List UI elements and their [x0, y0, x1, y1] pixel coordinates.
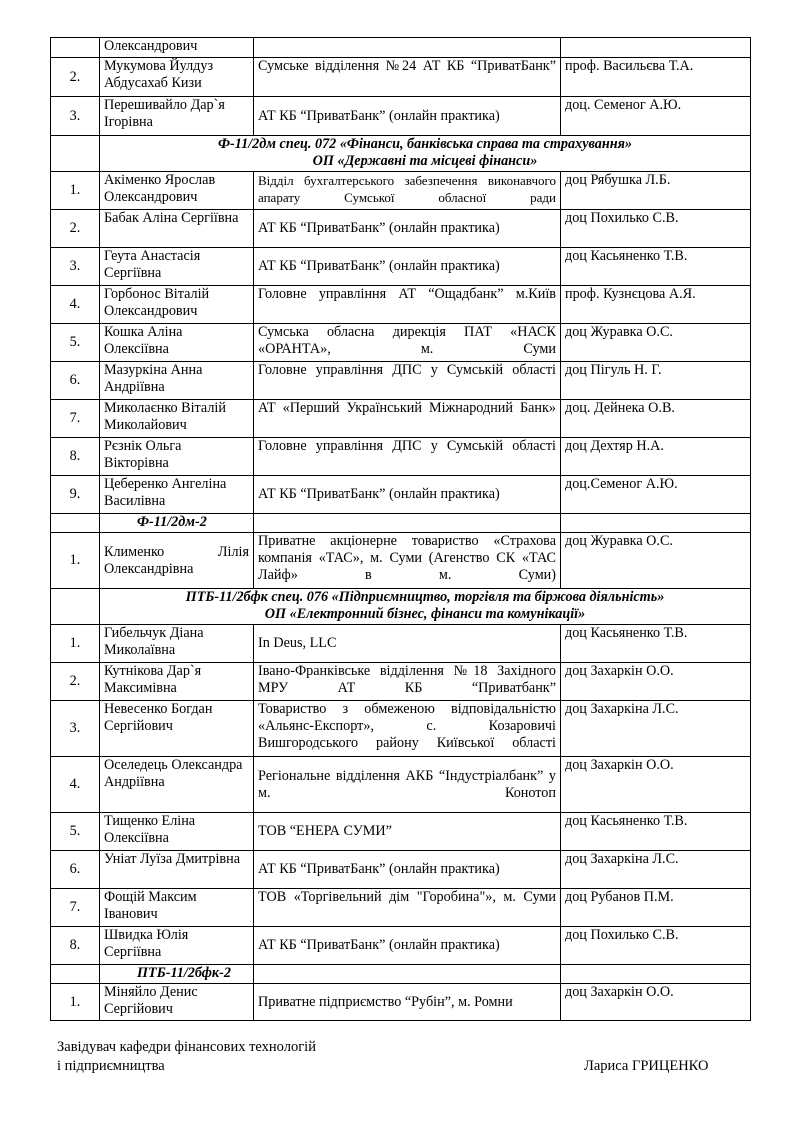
row-number: 8.: [51, 438, 100, 476]
table-row: [51, 324, 751, 362]
row-number: 1.: [51, 172, 100, 210]
practice-place: Товариство з обмеженою відповідальністю «Альянс-Експорт», с. Козаровичі Вишгородського району Київської області: [254, 701, 561, 757]
group-heading: [100, 136, 751, 172]
table-row: [51, 438, 751, 476]
group-heading-row: [51, 136, 751, 172]
table-row: [51, 210, 751, 248]
student-name: Акіменко Ярослав Олександрович: [100, 172, 254, 210]
student-name: Кутнікова Дар`я Максимівна: [100, 663, 254, 701]
row-number: 1.: [51, 625, 100, 663]
student-name: Уніат Луїза Дмитрівна: [100, 851, 254, 889]
practice-place: АТ КБ “ПриватБанк” (онлайн практика): [254, 476, 561, 514]
row-number: 7.: [51, 400, 100, 438]
student-name: Фощій Максим Іванович: [100, 889, 254, 927]
practice-place: ТОВ “ЕНЕРА СУМИ”: [254, 813, 561, 851]
supervisor: доц Похилько С.В.: [561, 927, 751, 965]
practice-place: Сумська обласна дирекція ПАТ «НАСК «ОРАНТА», м. Суми: [254, 324, 561, 362]
practice-place: Приватне акціонерне товариство «Страхова компанія «ТАС», м. Суми (Агенство СК «ТАС Лайф» в м. Суми): [254, 533, 561, 589]
table-row: [51, 984, 751, 1021]
row-number: 6.: [51, 362, 100, 400]
student-name: Мазуркіна Анна Андріївна: [100, 362, 254, 400]
supervisor: доц. Семеног А.Ю.: [561, 97, 751, 136]
group-heading-row: [51, 589, 751, 625]
row-number: 2.: [51, 210, 100, 248]
student-name: Бабак Аліна Сергіївна: [100, 210, 254, 248]
group-heading-line2: ОП «Електронний бізнес, фінанси та комунікації»: [264, 606, 586, 622]
row-number: 5.: [51, 813, 100, 851]
practice-place: АТ «Перший Український Міжнародний Банк»: [254, 400, 561, 438]
supervisor: доц Похилько С.В.: [561, 210, 751, 248]
group-heading-line1: Ф-11/2дм спец. 072 «Фінанси, банківська справа та страхування»: [218, 136, 632, 152]
row-number: 5.: [51, 324, 100, 362]
subgroup-heading-row: [51, 965, 751, 984]
table-row: [51, 286, 751, 324]
row-number: 9.: [51, 476, 100, 514]
table-row: [51, 38, 751, 58]
student-name: Геута Анастасія Сергіївна: [100, 248, 254, 286]
row-number: 3.: [51, 248, 100, 286]
table-row: [51, 889, 751, 927]
subgroup-heading: ПТБ-11/2бфк-2: [100, 965, 254, 984]
practice-place: АТ КБ “ПриватБанк” (онлайн практика): [254, 927, 561, 965]
practice-place: ТОВ «Торгівельний дім "Горобина"», м. Суми: [254, 889, 561, 927]
student-name: Мукумова Йулдуз Абдусахаб Кизи: [100, 58, 254, 97]
supervisor: доц Захаркін О.О.: [561, 663, 751, 701]
practice-place: АТ КБ “ПриватБанк” (онлайн практика): [254, 97, 561, 136]
table-row: [51, 248, 751, 286]
group-heading-line1: ПТБ-11/2бфк спец. 076 «Підприємництво, торгівля та біржова діяльність»: [185, 589, 665, 605]
supervisor: доц Журавка О.С.: [561, 324, 751, 362]
practice-place: АТ КБ “ПриватБанк” (онлайн практика): [254, 248, 561, 286]
row-number: 2.: [51, 58, 100, 97]
row-number: 8.: [51, 927, 100, 965]
row-number: 2.: [51, 663, 100, 701]
practice-place: Сумське відділення №24 АТ КБ “ПриватБанк”: [254, 58, 561, 97]
row-number: 3.: [51, 701, 100, 757]
practice-place: Відділ бухгалтерського забезпечення виконавчого апарату Сумської обласної ради: [254, 172, 561, 210]
supervisor: доц.Семеног А.Ю.: [561, 476, 751, 514]
row-number: 7.: [51, 889, 100, 927]
practice-place: [254, 38, 561, 58]
student-name: Горбонос Віталій Олександрович: [100, 286, 254, 324]
student-name: Кошка Аліна Олексіївна: [100, 324, 254, 362]
student-name: Миколаєнко Віталій Миколайович: [100, 400, 254, 438]
table-row: [51, 757, 751, 813]
supervisor: доц. Дейнека О.В.: [561, 400, 751, 438]
student-name: Невесенко Богдан Сергійович: [100, 701, 254, 757]
supervisor: проф. Кузнєцова А.Я.: [561, 286, 751, 324]
supervisor: доц Рябушка Л.Б.: [561, 172, 751, 210]
department-head-title: [57, 1038, 316, 1076]
row-number: [51, 38, 100, 58]
student-name: Тищенко Еліна Олексіївна: [100, 813, 254, 851]
department-head-line1: Завідувач кафедри фінансових технологій: [57, 1039, 316, 1055]
table-row: [51, 476, 751, 514]
practice-place: Регіональне відділення АКБ “Індустріалбанк” у м. Конотоп: [254, 757, 561, 813]
row-number: 4.: [51, 757, 100, 813]
student-name: Олександрович: [100, 38, 254, 58]
group-heading-line2: ОП «Державні та місцеві фінанси»: [312, 153, 538, 169]
table-row: [51, 701, 751, 757]
department-head-line2: і підприємництва: [57, 1058, 165, 1074]
table-row: [51, 400, 751, 438]
signer-name: Лариса ГРИЦЕНКО: [584, 1058, 709, 1074]
student-name: Оселедець Олександра Андріївна: [100, 757, 254, 813]
supervisor: доц Касьяненко Т.В.: [561, 625, 751, 663]
practice-place: Головне управління АТ “Ощадбанк” м.Київ: [254, 286, 561, 324]
row-number: 1.: [51, 533, 100, 589]
supervisor: доц Захаркіна Л.С.: [561, 701, 751, 757]
row-number: 1.: [51, 984, 100, 1021]
supervisor: доц Захаркін О.О.: [561, 757, 751, 813]
supervisor: доц Журавка О.С.: [561, 533, 751, 589]
supervisor: [561, 38, 751, 58]
table-row: [51, 851, 751, 889]
subgroup-heading: Ф-11/2дм-2: [100, 514, 254, 533]
supervisor: доц Захаркіна Л.С.: [561, 851, 751, 889]
supervisor: доц Касьяненко Т.В.: [561, 813, 751, 851]
table-row: [51, 533, 751, 589]
table-row: [51, 813, 751, 851]
row-number: 4.: [51, 286, 100, 324]
practice-place: Приватне підприємство “Рубін”, м. Ромни: [254, 984, 561, 1021]
table-row: [51, 172, 751, 210]
table-row: [51, 58, 751, 97]
practice-place: АТ КБ “ПриватБанк” (онлайн практика): [254, 851, 561, 889]
student-name: Рєзнік Ольга Вікторівна: [100, 438, 254, 476]
row-number: 6.: [51, 851, 100, 889]
practice-place: АТ КБ “ПриватБанк” (онлайн практика): [254, 210, 561, 248]
supervisor: доц Касьяненко Т.В.: [561, 248, 751, 286]
practice-place: Головне управління ДПС у Сумській області: [254, 362, 561, 400]
practice-place: In Deus, LLC: [254, 625, 561, 663]
row-number: 3.: [51, 97, 100, 136]
supervisor: доц Пігуль Н. Г.: [561, 362, 751, 400]
student-name: Цеберенко Ангеліна Василівна: [100, 476, 254, 514]
practice-assignments-table: [50, 37, 751, 1021]
student-name: Швидка Юлія Сергіївна: [100, 927, 254, 965]
table-row: [51, 362, 751, 400]
student-name: Перешивайло Дар`я Ігорівна: [100, 97, 254, 136]
table-row: [51, 927, 751, 965]
supervisor: доц Захаркін О.О.: [561, 984, 751, 1021]
student-name: Міняйло Денис Сергійович: [100, 984, 254, 1021]
supervisor: доц Дехтяр Н.А.: [561, 438, 751, 476]
table-row: [51, 625, 751, 663]
supervisor: проф. Васильєва Т.А.: [561, 58, 751, 97]
subgroup-heading-row: [51, 514, 751, 533]
practice-place: Головне управління ДПС у Сумській області: [254, 438, 561, 476]
table-row: [51, 663, 751, 701]
student-name: Клименко Лілія Олександрівна: [100, 533, 254, 589]
student-name: Гибельчук Діана Миколаївна: [100, 625, 254, 663]
table-row: [51, 97, 751, 136]
practice-place: Івано-Франківське відділення №18 Західного МРУ АТ КБ “Приватбанк”: [254, 663, 561, 701]
group-heading: [100, 589, 751, 625]
supervisor: доц Рубанов П.М.: [561, 889, 751, 927]
